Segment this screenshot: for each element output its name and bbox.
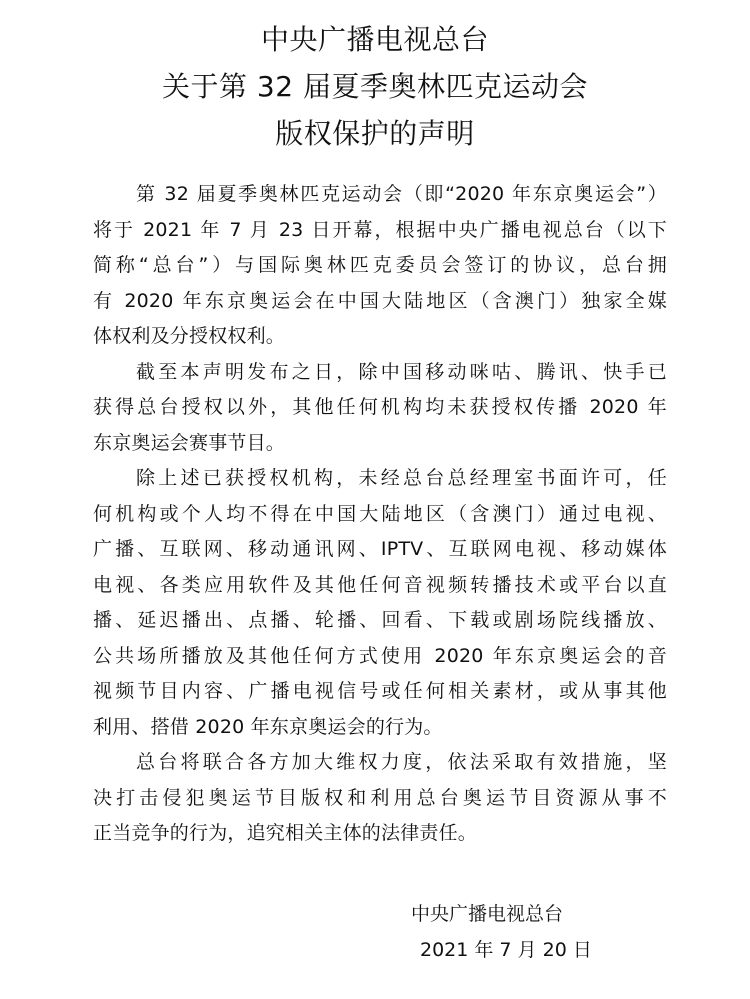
paragraph-3-line-5: 播、延迟播出、点播、轮播、回看、下载或剧场院线播放、	[93, 609, 667, 631]
paragraph-1-line-2: 将于 2021 年 7 月 23 日开幕，根据中央广播电视总台（以下	[93, 218, 667, 241]
paragraph-3-line-2: 何机构或个人均不得在中国大陆地区（含澳门）通过电视、	[93, 502, 667, 525]
title-line-2: 关于第 32 届夏季奥林匹克运动会	[162, 70, 588, 103]
paragraph-3-line-1: 除上述已获授权机构，未经总台总经理室书面许可，任	[136, 467, 667, 489]
statement-title	[0, 16, 750, 157]
paragraph-2	[93, 355, 667, 462]
paragraph-4-line-3: 正当竞争的行为，追究相关主体的法律责任。	[93, 822, 478, 844]
paragraph-3	[93, 461, 667, 745]
paragraph-1-line-5: 体权利及分授权权利。	[93, 325, 286, 347]
paragraph-2-line-1: 截至本声明发布之日，除中国移动咪咕、腾讯、快手已	[136, 360, 667, 383]
issuer-signature: 中央广播电视总台	[411, 903, 564, 925]
paragraph-1	[93, 177, 667, 355]
paragraph-2-line-2: 获得总台授权以外，其他任何机构均未获授权传播 2020 年	[93, 396, 667, 418]
title-line-1: 中央广播电视总台	[260, 23, 489, 56]
paragraph-3-line-3: 广播、互联网、移动通讯网、IPTV、互联网电视、移动媒体	[93, 538, 667, 560]
paragraph-4-line-2: 决打击侵犯奥运节目版权和利用总台奥运节目资源从事不	[93, 786, 667, 809]
issue-date: 2021 年 7 月 20 日	[420, 939, 592, 961]
paragraph-1-line-1: 第 32 届夏季奥林匹克运动会（即“2020 年东京奥运会”）	[136, 183, 667, 205]
paragraph-1-line-4: 有 2020 年东京奥运会在中国大陆地区（含澳门）独家全媒	[93, 289, 667, 312]
title-line-3: 版权保护的声明	[275, 117, 475, 150]
paragraph-4-line-1: 总台将联合各方加大维权力度，依法采取有效措施，坚	[136, 751, 667, 773]
paragraph-3-line-7: 视频节目内容、广播电视信号或任何相关素材，或从事其他	[93, 680, 667, 702]
paragraph-3-line-8: 利用、搭借 2020 年东京奥运会的行为。	[93, 715, 443, 738]
statement-body	[93, 177, 667, 852]
paragraph-2-line-3: 东京奥运会赛事节目。	[93, 431, 286, 454]
paragraph-3-line-4: 电视、各类应用软件及其他任何音视频转播技术或平台以直	[93, 573, 667, 596]
paragraph-1-line-3: 简称“总台”）与国际奥林匹克委员会签订的协议，总台拥	[93, 254, 667, 276]
paragraph-4	[93, 745, 667, 852]
paragraph-3-line-6: 公共场所播放及其他任何方式使用 2020 年东京奥运会的音	[93, 644, 667, 667]
